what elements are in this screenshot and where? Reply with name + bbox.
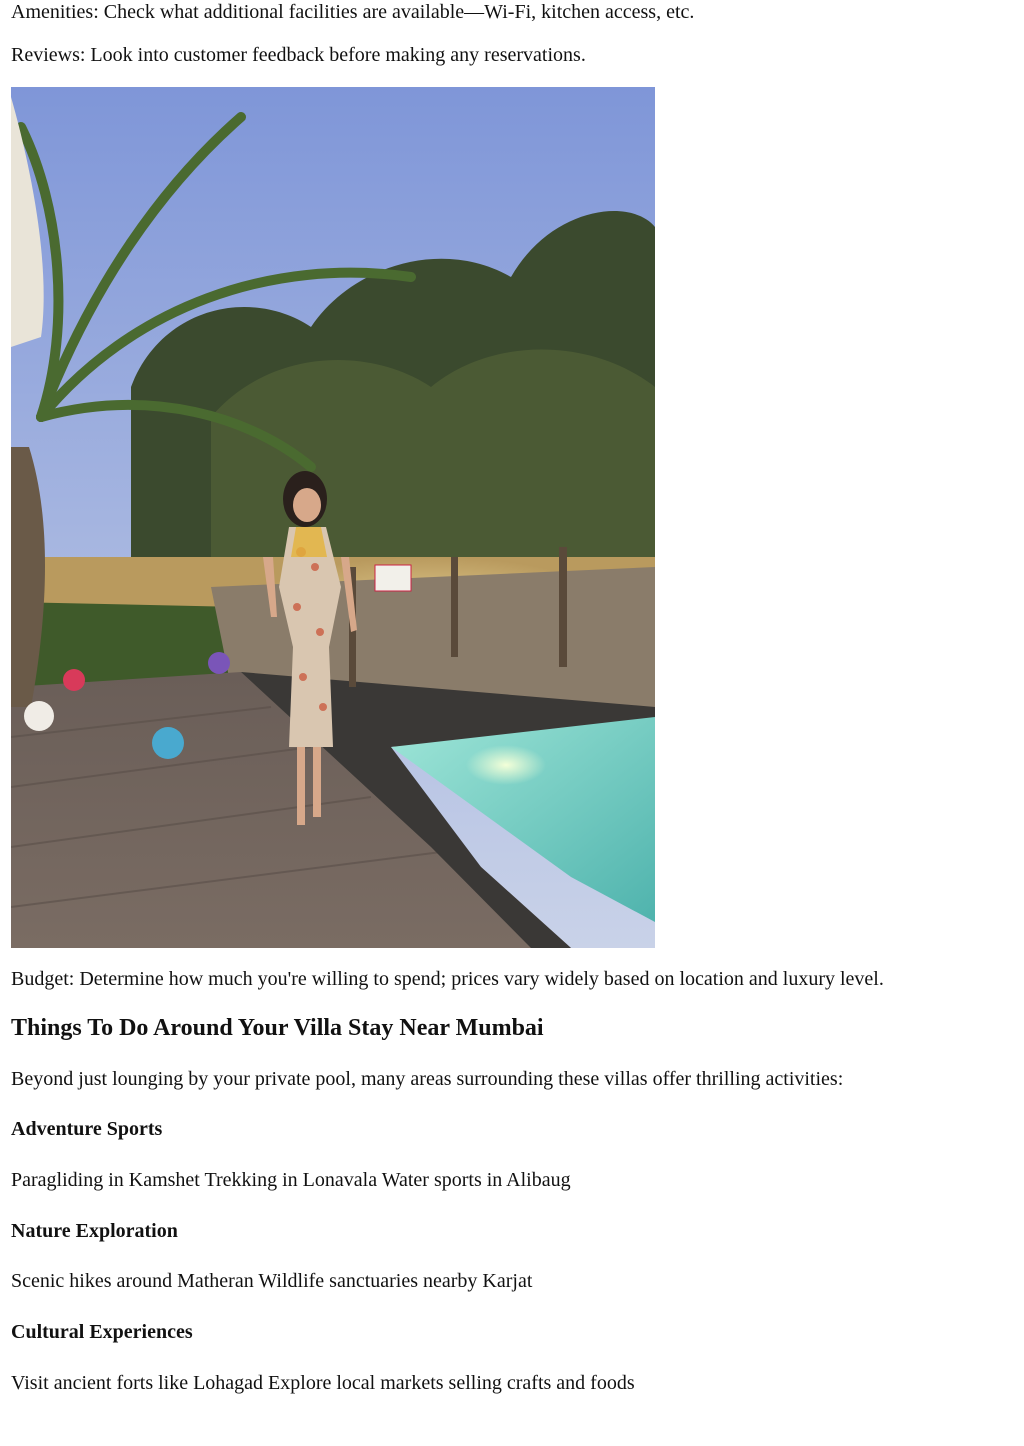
- budget-paragraph: Budget: Determine how much you're willing to spend; prices vary widely based on location and luxury level.: [11, 968, 884, 990]
- activity-text-cultural-experiences: Visit ancient forts like Lohagad Explore local markets selling crafts and foods: [11, 1372, 635, 1394]
- villa-pool-photo: [11, 87, 655, 948]
- activity-heading-nature-exploration: Nature Exploration: [11, 1220, 178, 1242]
- amenities-paragraph: Amenities: Check what additional facilities are available—Wi-Fi, kitchen access, etc.: [11, 1, 695, 23]
- activity-text-nature-exploration: Scenic hikes around Matheran Wildlife sanctuaries nearby Karjat: [11, 1270, 533, 1292]
- activity-heading-adventure-sports: Adventure Sports: [11, 1118, 163, 1140]
- section-intro: Beyond just lounging by your private pool, many areas surrounding these villas offer thrilling activities:: [11, 1068, 844, 1090]
- activity-text-adventure-sports: Paragliding in Kamshet Trekking in Lonavala Water sports in Alibaug: [11, 1169, 571, 1191]
- reviews-paragraph: Reviews: Look into customer feedback before making any reservations.: [11, 44, 586, 66]
- section-heading: Things To Do Around Your Villa Stay Near Mumbai: [11, 1015, 544, 1041]
- activity-heading-cultural-experiences: Cultural Experiences: [11, 1321, 193, 1343]
